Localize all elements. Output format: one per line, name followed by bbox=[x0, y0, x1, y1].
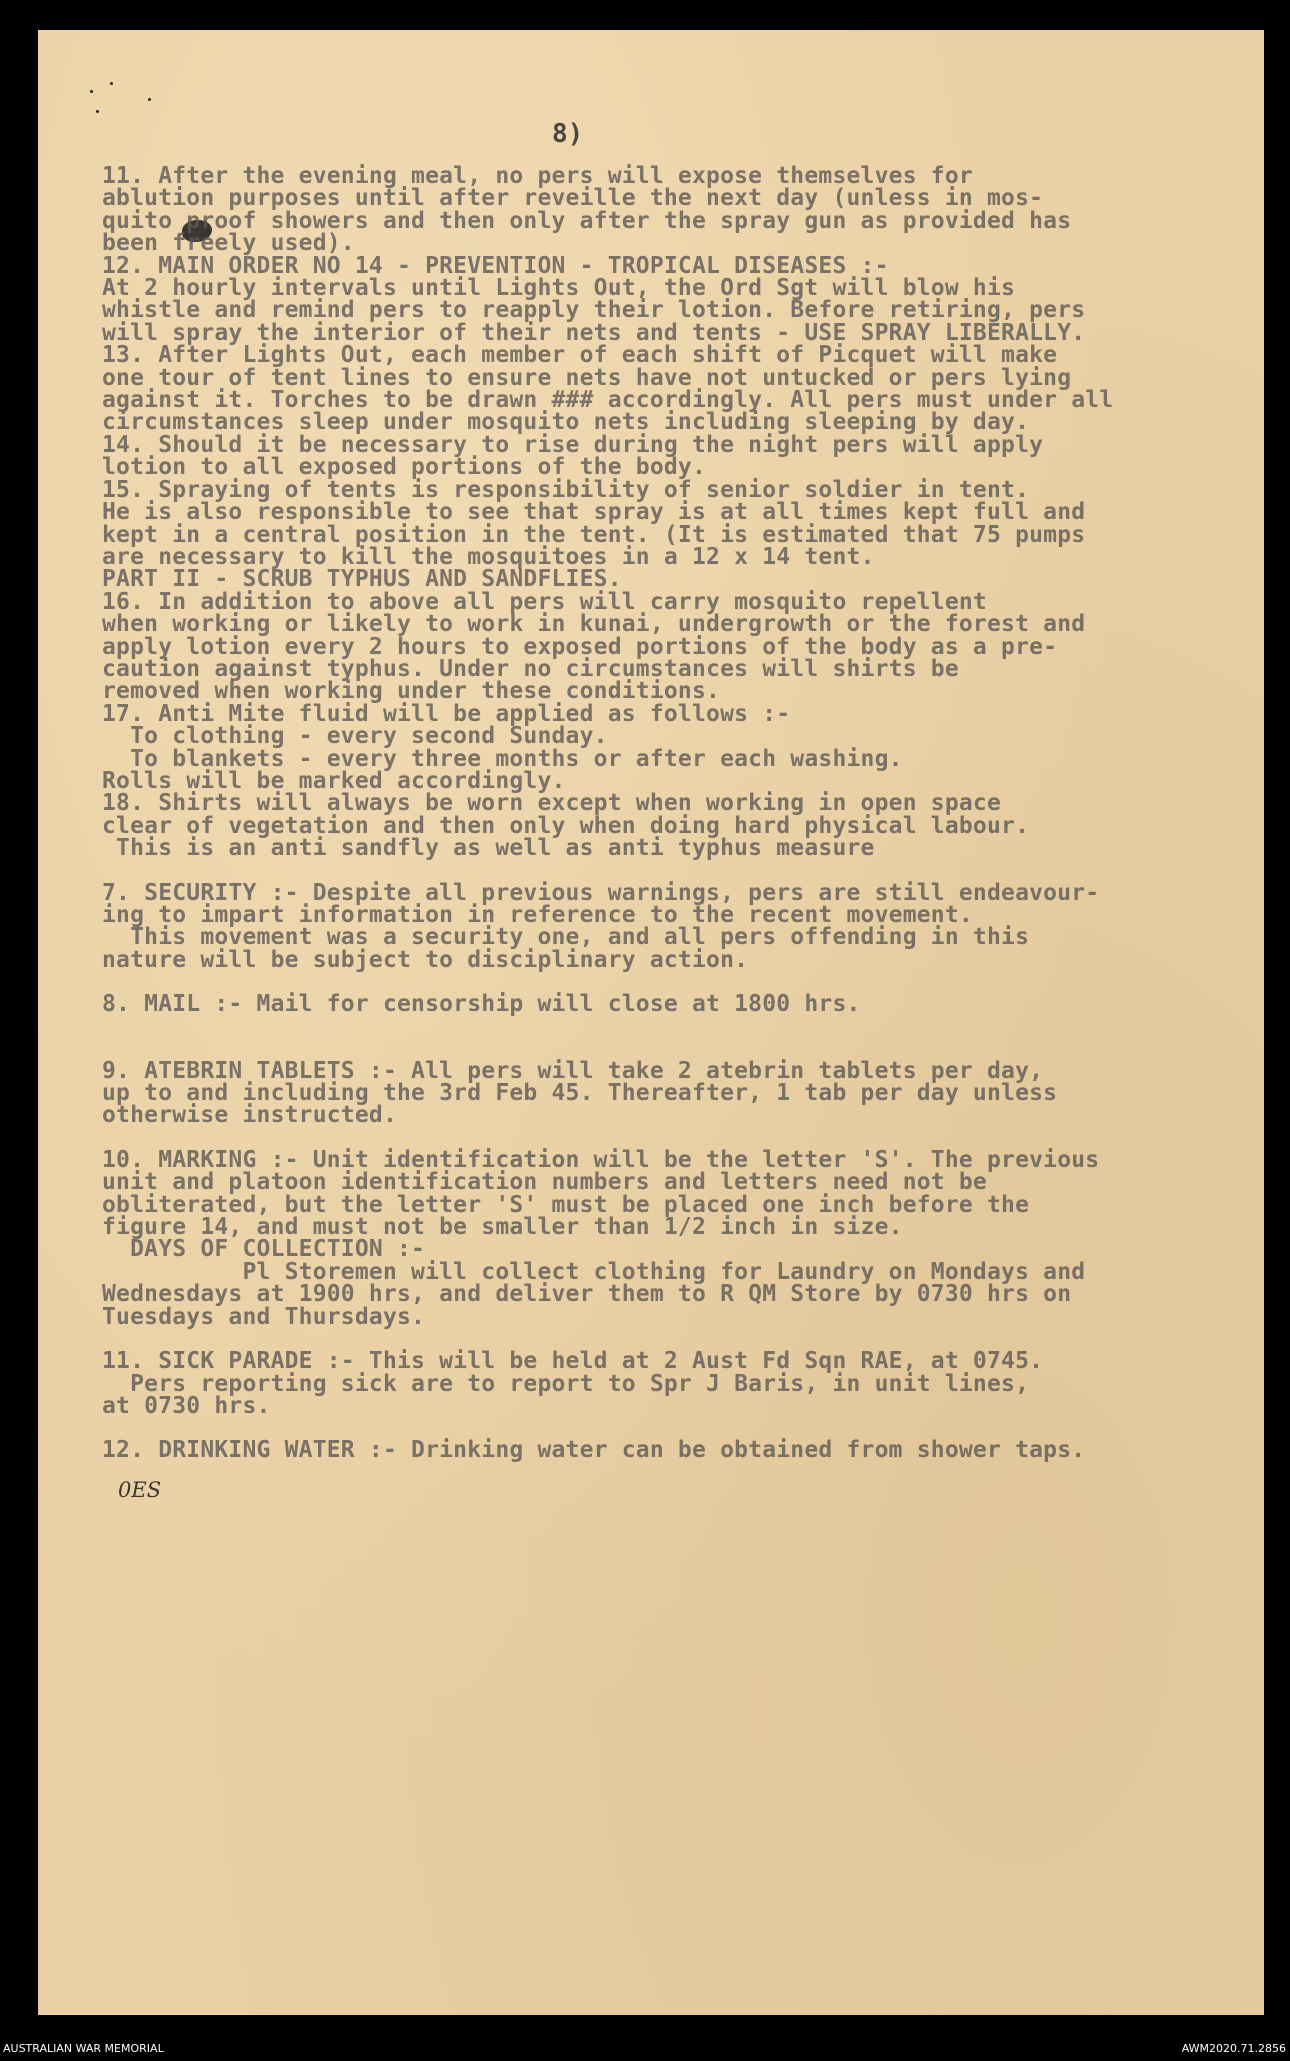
text-line: 16. In addition to above all pers will carry mosquito repellent bbox=[102, 588, 987, 615]
ink-speck bbox=[90, 90, 93, 93]
text-line: at 0730 hrs. bbox=[102, 1392, 271, 1419]
text-line bbox=[102, 1016, 1182, 1038]
text-line: 11. SICK PARADE :- This will be held at 2 Aust Fd Sqn RAE, at 0745. bbox=[102, 1348, 1044, 1375]
text-line: PART II - SCRUB TYPHUS AND SANDFLIES. bbox=[102, 566, 622, 593]
text-line bbox=[102, 971, 1182, 993]
text-line: To blankets - every three months or after each washing. bbox=[102, 745, 903, 772]
text-line: 10. MARKING :- Unit identification will be the letter 'S'. The previous bbox=[102, 1146, 1100, 1173]
text-line: one tour of tent lines to ensure nets have not untucked or pers lying bbox=[102, 364, 1072, 391]
text-line: 11. After the evening meal, no pers will expose themselves for bbox=[102, 163, 973, 189]
text-line: 12. MAIN ORDER NO 14 - PREVENTION - TROPICAL DISEASES :- bbox=[102, 252, 889, 279]
text-line: unit and platoon identification numbers and letters need not be bbox=[102, 1169, 987, 1196]
text-line: 7. SECURITY :- Despite all previous warnings, pers are still endeavour- bbox=[102, 879, 1100, 906]
text-line: 18. Shirts will always be worn except when working in open space bbox=[102, 790, 1002, 817]
text-line bbox=[102, 1038, 1182, 1060]
text-line: been freely used). bbox=[102, 230, 355, 257]
text-line: otherwise instructed. bbox=[102, 1102, 397, 1129]
text-line: circumstances sleep under mosquito nets including sleeping by day. bbox=[102, 409, 1030, 436]
text-line: kept in a central position in the tent. (It is estimated that 75 pumps bbox=[102, 521, 1086, 548]
document-text bbox=[102, 165, 1182, 1462]
text-line: ablution purposes until after reveille the next day (unless in mos- bbox=[102, 185, 1044, 212]
text-line: 9. ATEBRIN TABLETS :- All pers will take 2 atebrin tablets per day, bbox=[102, 1057, 1044, 1084]
handwritten-annotation: 0ES bbox=[118, 1478, 162, 1502]
text-line: 15. Spraying of tents is responsibility of senior soldier in tent. bbox=[102, 476, 1030, 503]
text-line: He is also responsible to see that spray is at all times kept full and bbox=[102, 499, 1086, 526]
ink-speck bbox=[96, 110, 99, 113]
text-line: removed when working under these conditions. bbox=[102, 678, 721, 705]
text-line: At 2 hourly intervals until Lights Out, the Ord Sgt will blow his bbox=[102, 275, 1016, 302]
page-number: 8) bbox=[552, 119, 584, 149]
text-line: Pers reporting sick are to report to Spr J Baris, in unit lines, bbox=[102, 1370, 1030, 1397]
ink-speck bbox=[148, 98, 151, 101]
text-line bbox=[102, 1417, 1182, 1439]
text-line: 13. After Lights Out, each member of each shift of Picquet will make bbox=[102, 342, 1058, 369]
text-line: clear of vegetation and then only when doing hard physical labour. bbox=[102, 812, 1030, 839]
text-line bbox=[102, 860, 1182, 882]
text-line: quito proof showers and then only after the spray gun as provided has bbox=[102, 207, 1072, 234]
text-line: Pl Storemen will collect clothing for Laundry on Mondays and bbox=[102, 1258, 1086, 1285]
text-line: when working or likely to work in kunai, undergrowth or the forest and bbox=[102, 611, 1086, 638]
text-line: apply lotion every 2 hours to exposed portions of the body as a pre- bbox=[102, 633, 1058, 660]
text-line: 12. DRINKING WATER :- Drinking water can be obtained from shower taps. bbox=[102, 1437, 1086, 1464]
text-line: up to and including the 3rd Feb 45. Thereafter, 1 tab per day unless bbox=[102, 1080, 1058, 1107]
footer-credit: AUSTRALIAN WAR MEMORIAL bbox=[3, 2042, 164, 2055]
ink-speck bbox=[110, 82, 113, 85]
text-line: will spray the interior of their nets and tents - USE SPRAY LIBERALLY. bbox=[102, 319, 1086, 346]
text-line: obliterated, but the letter 'S' must be placed one inch before the bbox=[102, 1191, 1030, 1218]
text-line: Rolls will be marked accordingly. bbox=[102, 767, 566, 794]
text-line: To clothing - every second Sunday. bbox=[102, 723, 608, 750]
text-line: Wednesdays at 1900 hrs, and deliver them to R QM Store by 0730 hrs on bbox=[102, 1281, 1072, 1308]
text-line: This is an anti sandfly as well as anti typhus measure bbox=[102, 835, 875, 862]
text-line: whistle and remind pers to reapply their lotion. Before retiring, pers bbox=[102, 297, 1086, 324]
text-line: 8. MAIL :- Mail for censorship will close at 1800 hrs. bbox=[102, 991, 861, 1018]
text-line: caution against typhus. Under no circumstances will shirts be bbox=[102, 655, 959, 682]
text-line: are necessary to kill the mosquitoes in a 12 x 14 tent. bbox=[102, 543, 875, 570]
text-line: DAYS OF COLLECTION :- bbox=[102, 1236, 426, 1263]
text-line: nature will be subject to disciplinary action. bbox=[102, 946, 749, 973]
text-line bbox=[102, 1328, 1182, 1350]
text-line: 17. Anti Mite fluid will be applied as follows :- bbox=[102, 700, 791, 727]
text-line: ing to impart information in reference to the recent movement. bbox=[102, 902, 973, 928]
footer-reference: AWM2020.71.2856 bbox=[1181, 2042, 1286, 2055]
text-line: 14. Should it be necessary to rise during the night pers will apply bbox=[102, 431, 1044, 458]
text-line: against it. Torches to be drawn ### accordingly. All pers must under all bbox=[102, 387, 1114, 414]
text-line: figure 14, and must not be smaller than 1/2 inch in size. bbox=[102, 1214, 903, 1241]
text-line bbox=[102, 1127, 1182, 1149]
text-line: Tuesdays and Thursdays. bbox=[102, 1303, 426, 1330]
text-line: This movement was a security one, and all pers offending in this bbox=[102, 924, 1030, 951]
text-line: lotion to all exposed portions of the body. bbox=[102, 454, 707, 481]
